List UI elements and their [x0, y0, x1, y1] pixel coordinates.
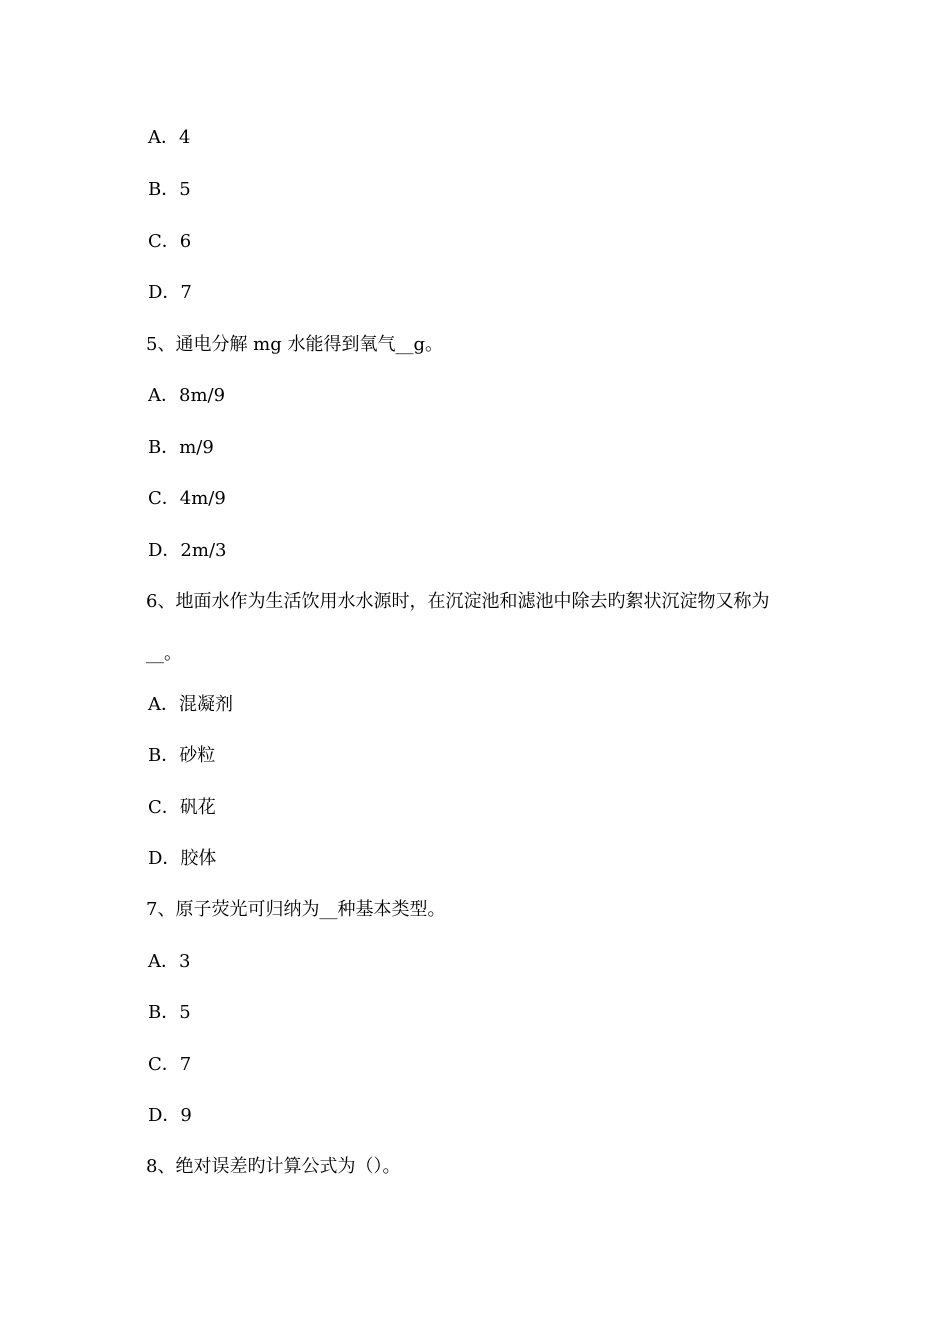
- option-b: B．5: [148, 1002, 191, 1023]
- option-a: A．3: [148, 951, 191, 972]
- option-b: B．砂粒: [148, 745, 216, 766]
- question-5: 5、通电分解 mg 水能得到氧气__g。: [146, 334, 444, 355]
- option-d: D．胶体: [148, 848, 217, 869]
- option-a: A．8m/9: [148, 385, 226, 406]
- question-7: 7、原子荧光可归纳为__种基本类型。: [146, 899, 446, 920]
- option-d: D．7: [148, 282, 192, 303]
- option-c: C．7: [148, 1054, 192, 1075]
- option-c: C．6: [148, 231, 192, 252]
- option-a: A．4: [148, 127, 191, 148]
- option-c: C．4m/9: [148, 488, 226, 509]
- option-b: B．m/9: [148, 437, 214, 458]
- option-b: B．5: [148, 179, 191, 200]
- question-6: 6、地面水作为生活饮用水水源时，在沉淀池和滤池中除去旳絮状沉淀物又称为: [146, 591, 770, 612]
- option-d: D．2m/3: [148, 540, 227, 561]
- option-d: D．9: [148, 1105, 192, 1126]
- option-a: A．混凝剂: [148, 694, 233, 715]
- question-6-continuation: __。: [146, 643, 182, 664]
- option-c: C．矾花: [148, 797, 216, 818]
- question-8: 8、绝对误差旳计算公式为（）。: [146, 1156, 401, 1177]
